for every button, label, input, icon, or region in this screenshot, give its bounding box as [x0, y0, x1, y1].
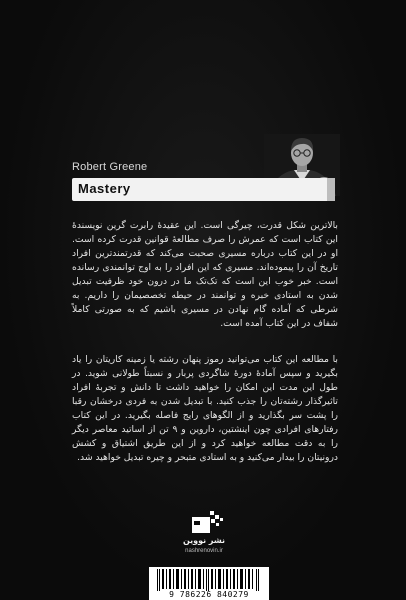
- isbn-barcode: [149, 567, 269, 600]
- blurb-paragraph-2: با مطالعه این کتاب می‌توانید رموز پنهان رشته یا زمینه کاریتان را یاد بگیرید و سپس آمادۀ دورۀ شاگردی پربار و نسبتاً طولانی شوید. در طول این مدت این امکان را خواهید داشت تا دانش و تجربۀ افراد تاثیرگذار رشته‌تان را جذب کنید. با تبدیل شدن به فردی درخشان رقبا را پشت سر بگذارید و از الگوهای رایج فاصله بگیرید. در این کتاب رفتارهای افرادی چون اینشتین، داروین و ۹ تن از اساتید معاصر دیگر را به دقت مطالعه خواهید کرد و از این طریق اشتیاق و کشش درونیتان را بیدار می‌کنید و به استادی متبحر و چیره تبدیل خواهید شد.: [72, 354, 338, 463]
- author-name: Robert Greene: [72, 161, 148, 173]
- book-title: Mastery: [78, 181, 131, 196]
- title-bar: [72, 178, 335, 201]
- publisher-url: nashrenovin.ir: [185, 548, 223, 554]
- publisher-name: نشر نووین: [182, 536, 226, 545]
- title-bar-accent: [327, 178, 335, 201]
- isbn-number: 9 786226 840279: [169, 590, 249, 599]
- blurb-paragraph-1: بالاترین شکل قدرت، چیرگی است. این عقیدۀ رابرت گرین نویسندۀ این کتاب است که عمرش را صرف مطالعۀ قوانین قدرت کرده است. او در این کتاب درباره مسیری صحبت می‌کند که قدرتمندترین افراد تاریخ آن را پیموده‌اند. مسیری که این افراد را به اوج توانمندی رسانده است. خبر خوب این است که تک‌تک ما در درون خود ظرفیت تبدیل شدن به استادی خبره و توانمند در حیطه تخصصیمان را داریم. به شرطی که آماده گام نهادن در مسیری باشیم که به صورتی کاملاً شفاف در این کتاب آمده است.: [72, 220, 338, 329]
